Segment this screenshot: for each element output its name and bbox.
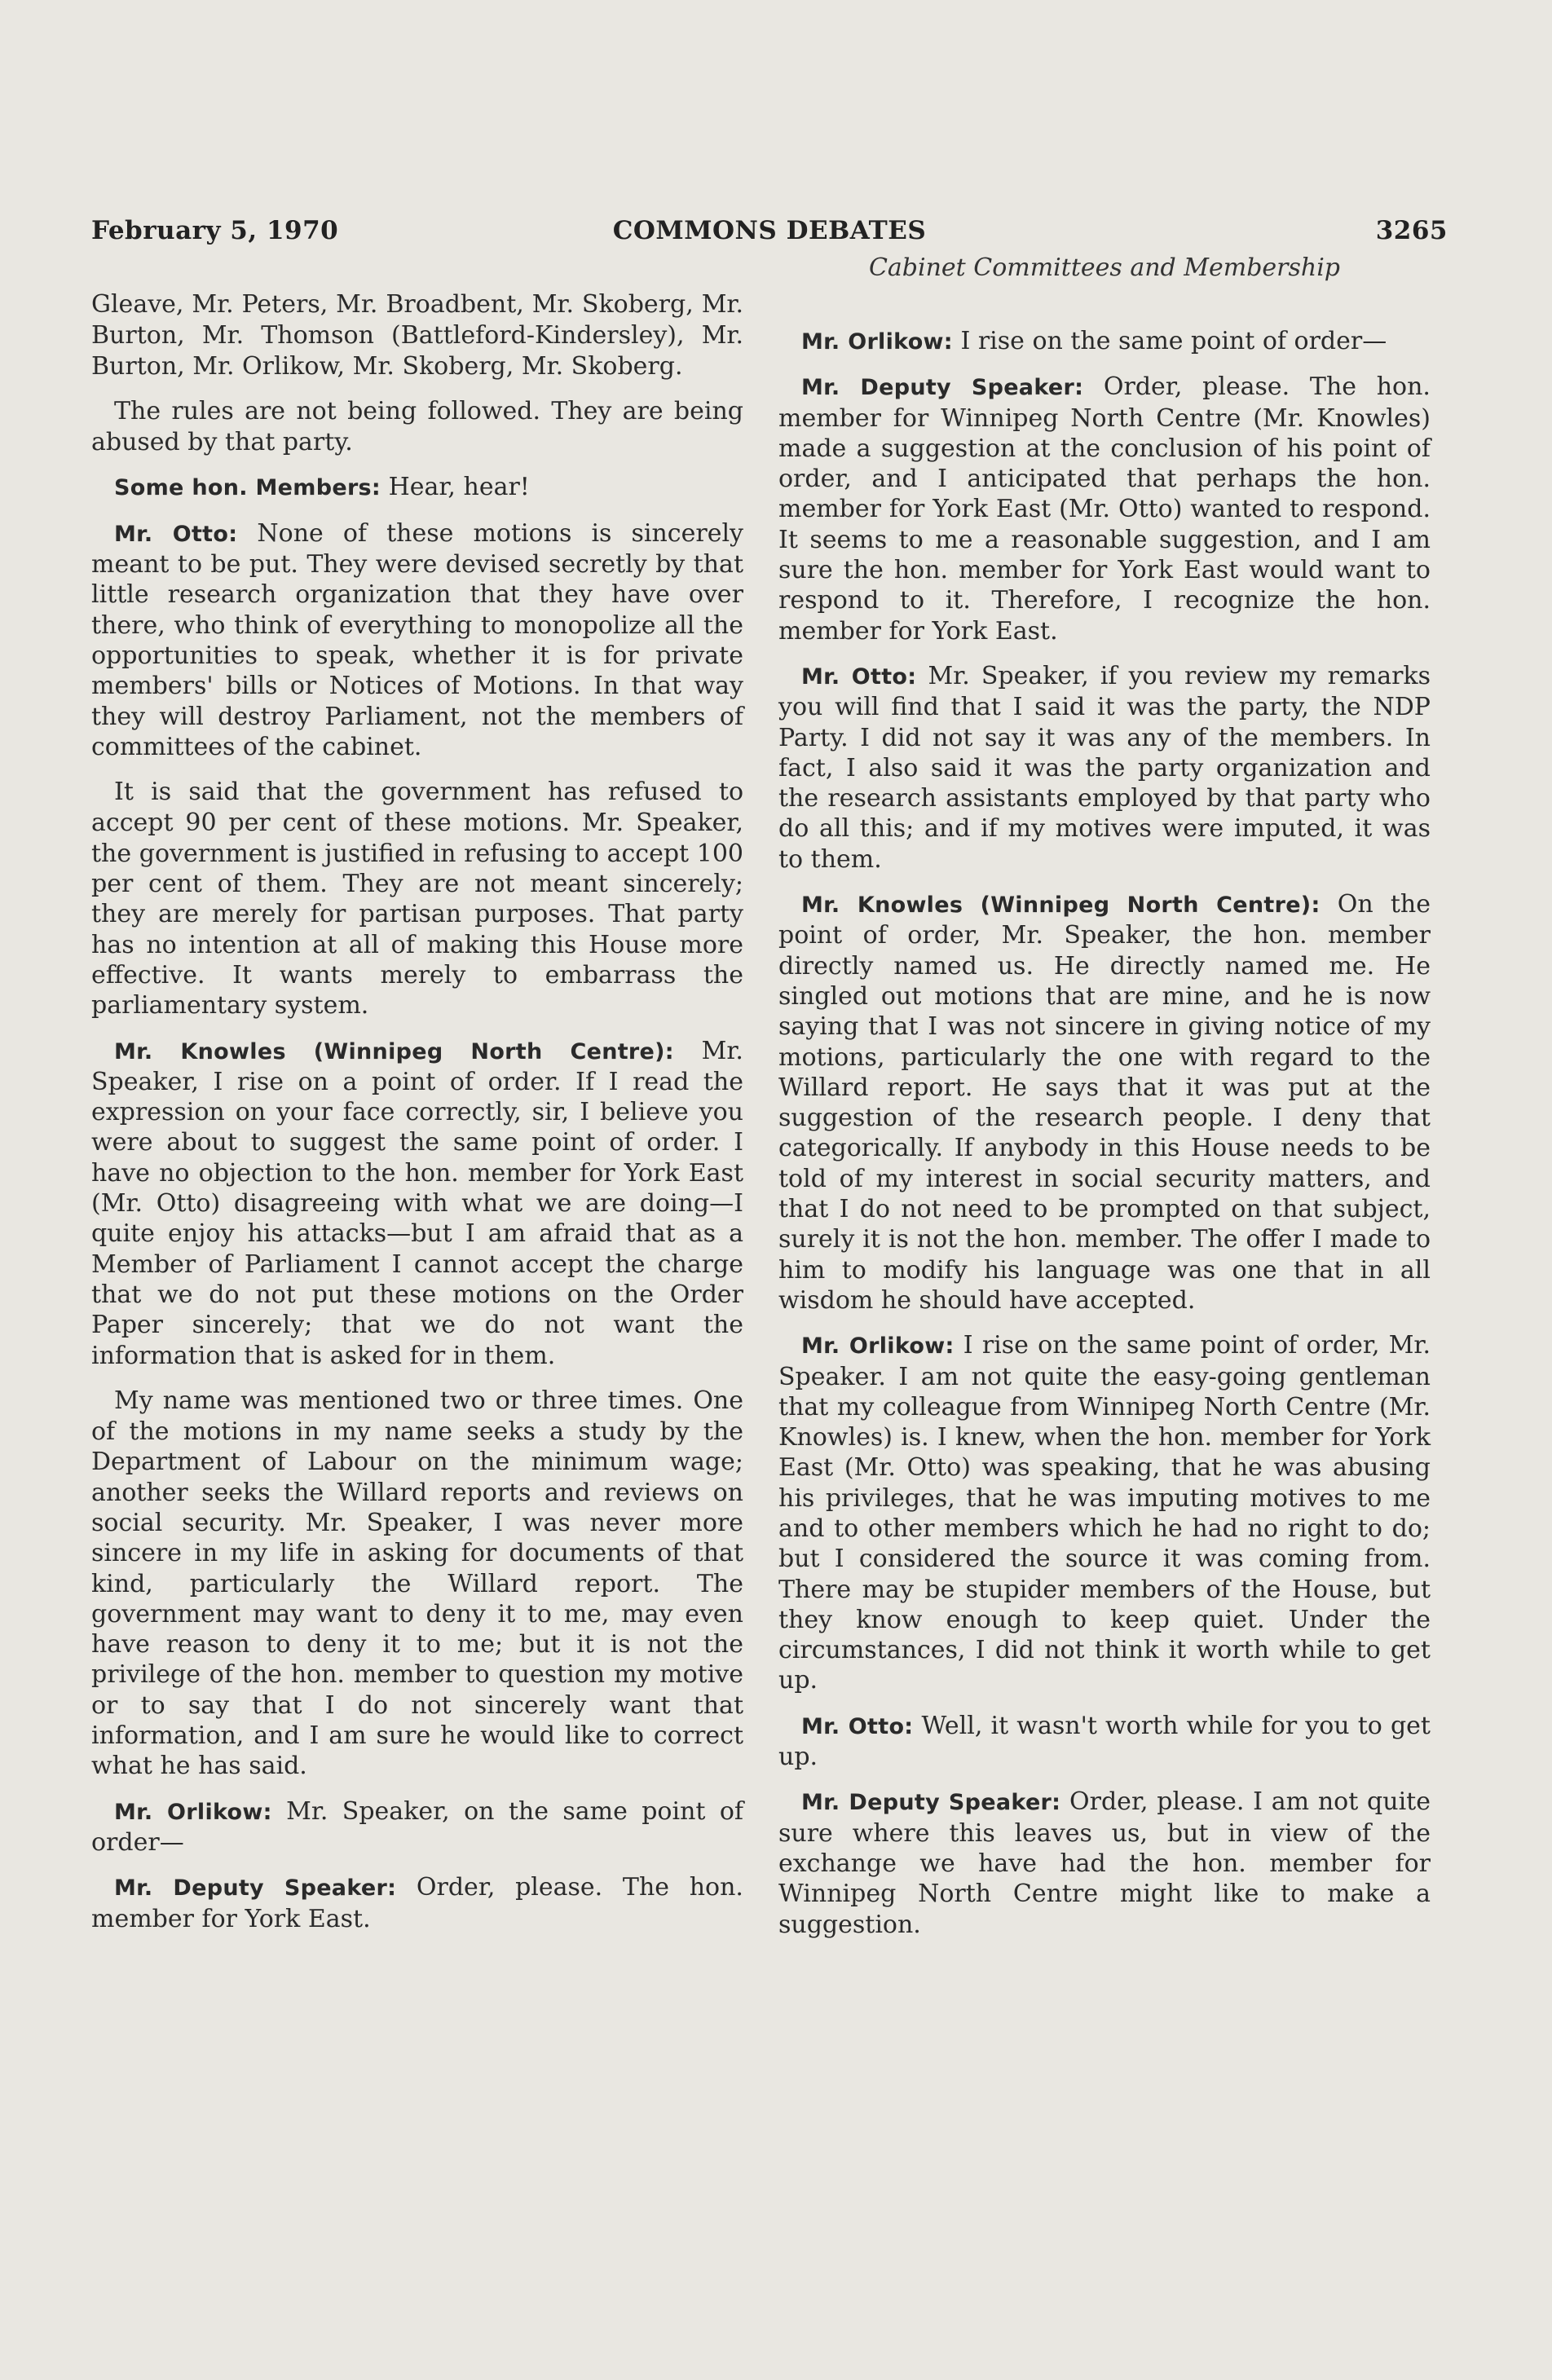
speech-paragraph: [91, 1036, 743, 1371]
paragraph-text: Mr. Speaker, I rise on a point of order. If I read the expression on your face correctly, sir, I believe you were about to suggest the same point of order. I have no objection to the hon. member for York East (Mr. Otto) disagreeing with what we are doing—I quite enjoy his attacks—but I am afraid that as a Member of Parliament I cannot accept the charge that we do not put these motions on the Order Paper sincerely; that we do not want the information that is asked for in them.: [91, 1036, 743, 1370]
paragraph-text: Order, please. The hon. member for Winnipeg North Centre (Mr. Knowles) made a suggestion at the conclusion of his point of order, and I anticipated that perhaps the hon. member for York East (Mr. Otto) wanted to respond. It seems to me a reasonable suggestion, and I am sure the hon. member for York East would want to respond to it. Therefore, I recognize the hon. member for York East.: [778, 372, 1431, 646]
speaker-name: Mr. Deputy Speaker:: [801, 1790, 1061, 1816]
right-column: [778, 326, 1431, 1955]
speaker-name: Mr. Knowles (Winnipeg North Centre):: [801, 892, 1321, 919]
speaker-name: Mr. Orlikow:: [114, 1799, 272, 1825]
paragraph-text: It is said that the government has refused to accept 90 per cent of these motions. Mr. Speaker, the government is justified in refusing to accept 100 per cent of them. They are not meant sincerely; they are merely for partisan purposes. That party has no intention at all of making this House more effective. It wants merely to embarrass the parliamentary system.: [91, 778, 743, 1020]
paragraph-text: Order, please. I am not quite sure where this leaves us, but in view of the exchange we have had the hon. member for Winnipeg North Centre might like to make a suggestion.: [778, 1787, 1431, 1939]
paragraph-text: I rise on the same point of order—: [960, 327, 1387, 355]
speech-paragraph: [778, 1787, 1431, 1939]
paragraph-text: I rise on the same point of order, Mr. Speaker. I am not quite the easy-going gentleman that my colleague from Winnipeg North Centre (Mr. Knowles) is. I knew, when the hon. member for York East (Mr. Otto) was speaking, that he was abusing his privileges, that he was imputing motives to me and to other members which he had no right to do; but I considered the source it was coming from. There may be stupider members of the House, but they know enough to keep quiet. Under the circumstances, I did not think it worth while to get up.: [778, 1331, 1431, 1695]
speech-paragraph: [91, 1872, 743, 1934]
speech-paragraph: [778, 372, 1431, 646]
speaker-name: Mr. Otto:: [114, 521, 238, 547]
paragraph: [91, 289, 743, 381]
speech-paragraph: [778, 326, 1431, 357]
paragraph: [91, 396, 743, 458]
paragraph-text: Well, it wasn't worth while for you to get up.: [778, 1711, 1431, 1772]
speaker-name: Mr. Otto:: [801, 1713, 914, 1739]
paragraph-text: Mr. Speaker, on the same point of order—: [91, 1796, 743, 1857]
speech-paragraph: [778, 1711, 1431, 1773]
paragraph-text: The rules are not being followed. They are being abused by that party.: [91, 396, 743, 457]
paragraph-text: Mr. Speaker, if you review my remarks you will find that I said it was the party, the NDP Party. I did not say it was any of the members. In fact, I also said it was the party organization and the research assistants employed by that party who do all this; and if my motives were imputed, it was to them.: [778, 661, 1431, 874]
speech-paragraph: [91, 472, 743, 503]
speech-paragraph: [91, 518, 743, 762]
paragraph-text: My name was mentioned two or three times. One of the motions in my name seeks a study by the Department of Labour on the minimum wage; another seeks the Willard reports and reviews on social security. Mr. Speaker, I was never more sincere in my life in asking for documents of that kind, particularly the Willard report. The government may want to deny it to me, may even have reason to deny it to me; but it is not the privilege of the hon. member to question my motive or to say that I do not sincerely want that information, and I am sure he would like to correct what he has said.: [91, 1386, 743, 1781]
speaker-name: Some hon. Members:: [114, 475, 381, 501]
speaker-name: Mr. Deputy Speaker:: [801, 375, 1084, 401]
paragraph-text: None of these motions is sincerely meant to be put. They were devised secretly by that little research organization that they have over there, who think of everything to monopolize all the opportunities to speak, whether it is for private members' bills or Notices of Motions. In that way they will destroy Parliament, not the members of committees of the cabinet.: [91, 518, 744, 761]
speaker-name: Mr. Orlikow:: [801, 329, 953, 355]
paragraph-text: On the point of order, Mr. Speaker, the hon. member directly named us. He directly named me. He singled out motions that are mine, and he is now saying that I was not sincere in giving notice of my motions, particularly the one with regard to the Willard report. He says that it was put at the suggestion of the research people. I deny that categorically. If anybody in this House needs to be told of my interest in social security matters, and that I do not need to be prompted on that subject, surely it is not the hon. member. The offer I made to him to modify his language was one that in all wisdom he should have accepted.: [778, 890, 1431, 1315]
header-date: February 5, 1970: [91, 216, 339, 245]
paragraph-text: Gleave, Mr. Peters, Mr. Broadbent, Mr. Skoberg, Mr. Burton, Mr. Thomson (Battleford-Kindersley), Mr. Burton, Mr. Orlikow, Mr. Skoberg, Mr. Skoberg.: [91, 290, 743, 381]
page-header: [91, 216, 1448, 249]
paragraph-text: Order, please. The hon. member for York East.: [91, 1873, 743, 1933]
speaker-name: Mr. Orlikow:: [801, 1333, 955, 1360]
speech-paragraph: [778, 1330, 1431, 1696]
speaker-name: Mr. Otto:: [801, 663, 917, 690]
left-column: [91, 289, 743, 1949]
publication-title: COMMONS DEBATES: [612, 216, 927, 245]
speech-paragraph: [778, 889, 1431, 1316]
speech-paragraph: [778, 661, 1431, 875]
running-subhead: Cabinet Committees and Membership: [868, 253, 1341, 282]
paragraph-text: Hear, hear!: [388, 473, 530, 502]
speaker-name: Mr. Knowles (Winnipeg North Centre):: [114, 1038, 674, 1064]
paragraph: [91, 777, 743, 1020]
speaker-name: Mr. Deputy Speaker:: [114, 1875, 397, 1902]
paragraph: [91, 1386, 743, 1782]
speech-paragraph: [91, 1796, 743, 1858]
page-number: 3265: [1375, 216, 1448, 245]
